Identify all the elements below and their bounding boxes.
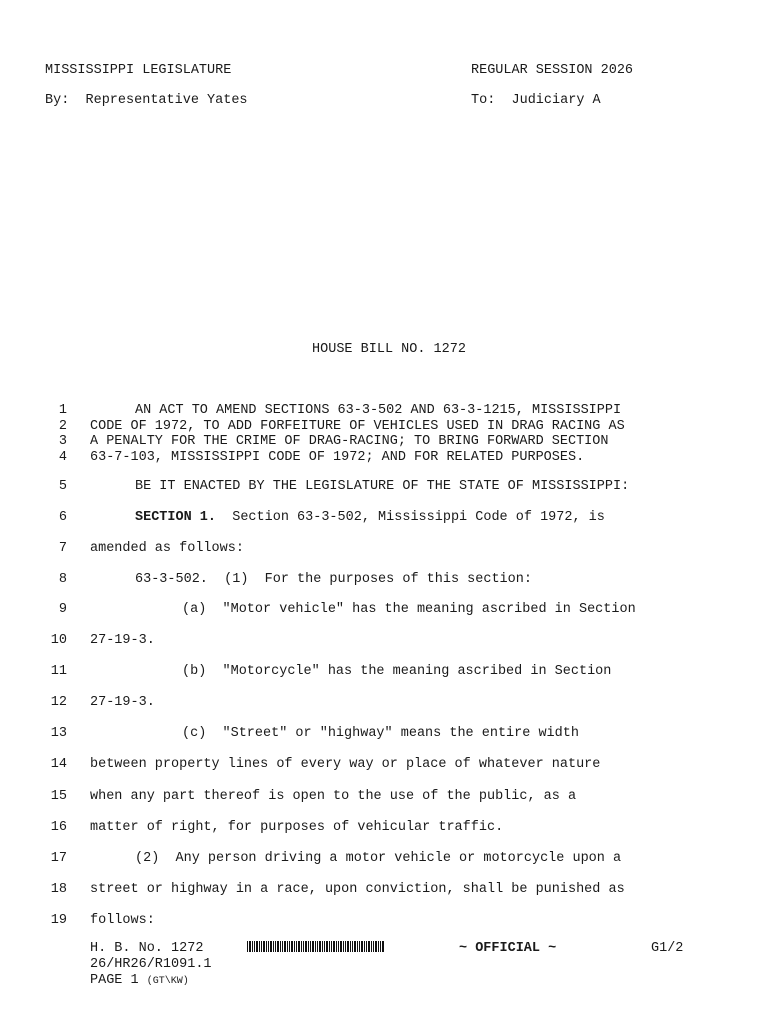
- session-label: REGULAR SESSION 2026: [471, 63, 634, 78]
- bill-line: (b) "Motorcycle" has the meaning ascribed in Section: [182, 664, 612, 679]
- line-number: 5: [58, 479, 67, 494]
- line-number: 18: [50, 882, 67, 897]
- version-number: 26/HR26/R1091.1: [90, 957, 212, 972]
- line-number: 3: [58, 434, 67, 449]
- document-code: G1/2: [651, 941, 684, 956]
- line-number: 14: [50, 757, 67, 772]
- bill-line: between property lines of every way or place of whatever nature: [90, 757, 601, 772]
- section-text: Section 63-3-502, Mississippi Code of 1972, is: [216, 510, 605, 525]
- line-number: 1: [58, 403, 67, 418]
- bill-line: CODE OF 1972, TO ADD FORFEITURE OF VEHICLES USED IN DRAG RACING AS: [90, 419, 625, 434]
- section-heading: SECTION 1.: [135, 510, 217, 525]
- bill-line: follows:: [90, 913, 155, 928]
- drafter-initials: (GT\KW): [146, 976, 189, 987]
- bill-line: [135, 510, 605, 526]
- line-number: 10: [50, 633, 67, 648]
- line-number: 8: [58, 572, 67, 587]
- line-number: 7: [58, 541, 67, 556]
- bill-line: 63-3-502. (1) For the purposes of this section:: [135, 572, 532, 587]
- line-number: 9: [58, 602, 67, 617]
- bill-line: 63-7-103, MISSISSIPPI CODE OF 1972; AND FOR RELATED PURPOSES.: [90, 450, 585, 465]
- enacting-clause: BE IT ENACTED BY THE LEGISLATURE OF THE STATE OF MISSISSIPPI:: [135, 479, 630, 494]
- bill-line: street or highway in a race, upon conviction, shall be punished as: [90, 882, 625, 897]
- bill-line: (c) "Street" or "highway" means the entire width: [182, 726, 579, 741]
- legislature-name: MISSISSIPPI LEGISLATURE: [45, 63, 232, 78]
- bill-line: AN ACT TO AMEND SECTIONS 63-3-502 AND 63-3-1215, MISSISSIPPI: [135, 403, 622, 418]
- official-label: ~ OFFICIAL ~: [459, 941, 557, 956]
- bill-line: 27-19-3.: [90, 633, 155, 648]
- bill-line: amended as follows:: [90, 541, 244, 556]
- line-number: 19: [50, 913, 67, 928]
- sponsor-line: By: Representative Yates: [45, 93, 248, 108]
- line-number: 17: [50, 851, 67, 866]
- page-number: PAGE 1: [90, 973, 139, 988]
- line-number: 2: [58, 419, 67, 434]
- line-number: 15: [50, 789, 67, 804]
- bill-line: 27-19-3.: [90, 695, 155, 710]
- page-label: [90, 973, 189, 990]
- line-number: 4: [58, 450, 67, 465]
- line-number: 12: [50, 695, 67, 710]
- bill-line: matter of right, for purposes of vehicular traffic.: [90, 820, 504, 835]
- line-number: 6: [58, 510, 67, 525]
- bill-line: A PENALTY FOR THE CRIME OF DRAG-RACING; TO BRING FORWARD SECTION: [90, 434, 609, 449]
- line-number: 11: [50, 664, 67, 679]
- footer-bill-number: H. B. No. 1272: [90, 941, 204, 956]
- line-number: 13: [50, 726, 67, 741]
- line-number: 16: [50, 820, 67, 835]
- bill-line: (a) "Motor vehicle" has the meaning ascribed in Section: [182, 602, 636, 617]
- committee-line: To: Judiciary A: [471, 93, 601, 108]
- bill-line: when any part thereof is open to the use of the public, as a: [90, 789, 577, 804]
- barcode-image: [247, 941, 385, 952]
- bill-line: (2) Any person driving a motor vehicle or motorcycle upon a: [135, 851, 622, 866]
- bill-title: HOUSE BILL NO. 1272: [312, 342, 466, 357]
